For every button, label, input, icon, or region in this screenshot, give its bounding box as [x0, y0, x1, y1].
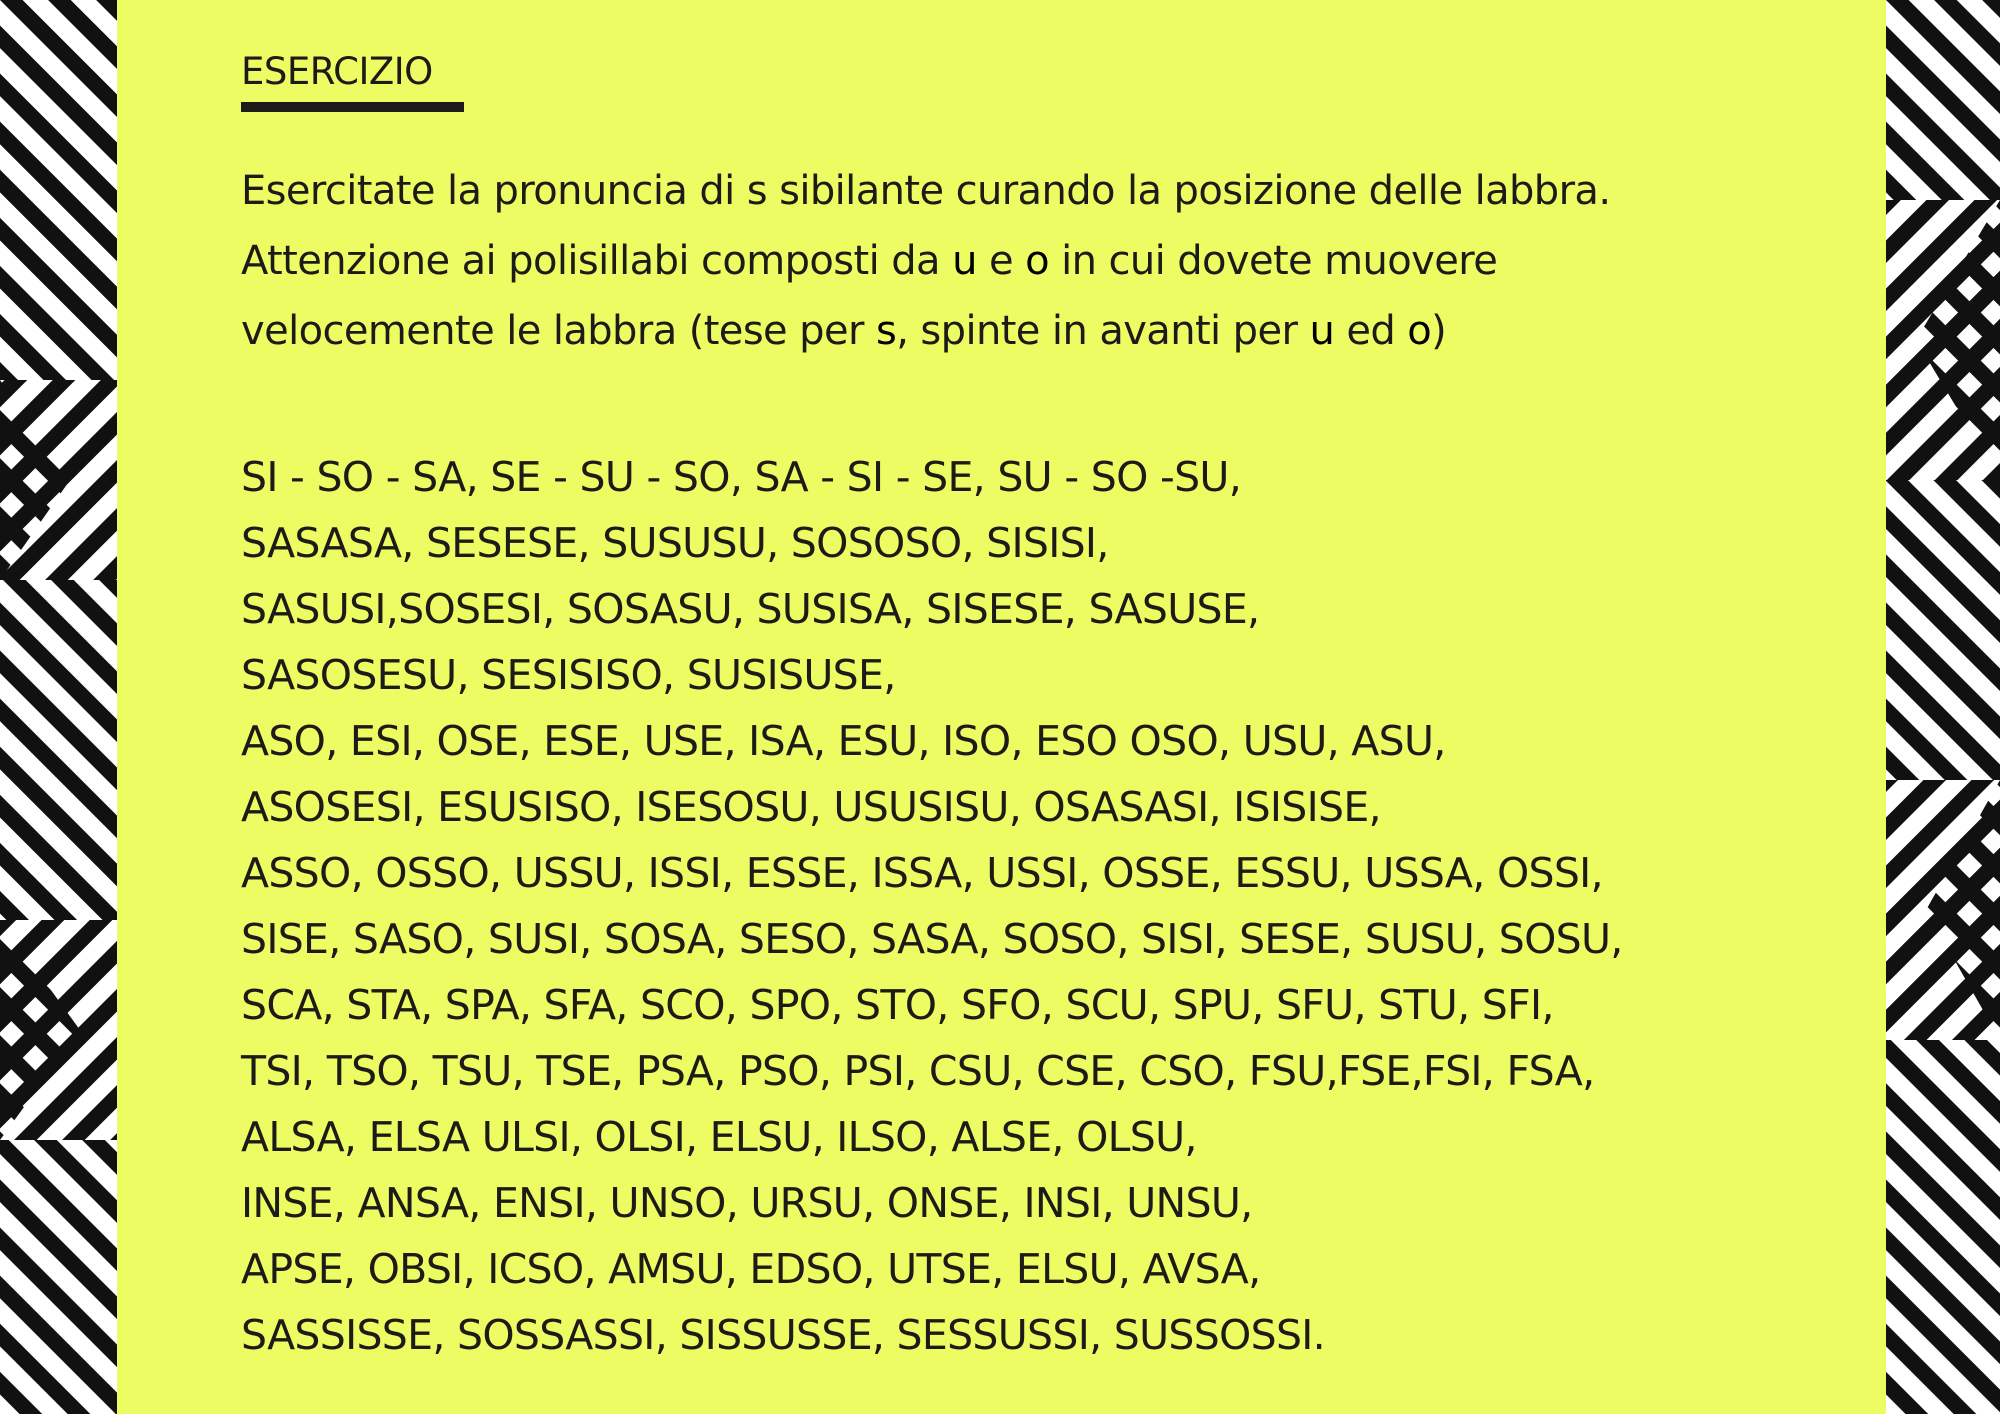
exercise-content	[241, 44, 1801, 1368]
syllable-line: SI - SO - SA, SE - SU - SO, SA - SI - SE, SU - SO -SU,	[241, 453, 1242, 501]
emphasis-letter: u	[1309, 308, 1335, 354]
exercise-heading: ESERCIZIO	[241, 50, 433, 93]
syllable-line: ASSO, OSSO, USSU, ISSI, ESSE, ISSA, USSI, OSSE, ESSU, USSA, OSSI,	[241, 849, 1603, 897]
syllable-line: SASSISSE, SOSSASSI, SISSUSSE, SESSUSSI, SUSSOSSI.	[241, 1311, 1325, 1359]
instruction-text: , spinte in avanti per	[896, 308, 1310, 354]
heading-underline	[241, 102, 464, 112]
syllable-line: ALSA, ELSA ULSI, OLSI, ELSU, ILSO, ALSE, OLSU,	[241, 1113, 1197, 1161]
emphasis-letter: o	[1407, 308, 1432, 354]
instruction-line-1: Esercitate la pronuncia di s sibilante curando la posizione delle labbra.	[241, 168, 1611, 214]
syllable-list	[241, 444, 1801, 1368]
syllable-line: SASASA, SESESE, SUSUSU, SOSOSO, SISISI,	[241, 519, 1109, 567]
instruction-text: e	[976, 238, 1026, 284]
syllable-line: SCA, STA, SPA, SFA, SCO, SPO, STO, SFO, SCU, SPU, SFU, STU, SFI,	[241, 981, 1554, 1029]
right-stripe-decoration	[1886, 0, 2000, 1414]
emphasis-letter: o	[1025, 238, 1049, 284]
right-stripe-pattern	[1886, 0, 2000, 1414]
syllable-line: ASO, ESI, OSE, ESE, USE, ISA, ESU, ISO, ESO OSO, USU, ASU,	[241, 717, 1446, 765]
syllable-line: TSI, TSO, TSU, TSE, PSA, PSO, PSI, CSU, CSE, CSO, FSU,FSE,FSI, FSA,	[241, 1047, 1595, 1095]
syllable-line: INSE, ANSA, ENSI, UNSO, URSU, ONSE, INSI, UNSU,	[241, 1179, 1253, 1227]
exercise-instructions	[241, 156, 1801, 366]
syllable-line: SASUSI,SOSESI, SOSASU, SUSISA, SISESE, SASUSE,	[241, 585, 1260, 633]
instruction-text: velocemente le labbra (tese per	[241, 308, 876, 354]
syllable-line: ASOSESI, ESUSISO, ISESOSU, USUSISU, OSASASI, ISISISE,	[241, 783, 1381, 831]
left-stripe-pattern	[0, 0, 117, 1414]
instruction-text: in cui dovete muovere	[1048, 238, 1498, 284]
instruction-text: ed	[1334, 308, 1408, 354]
left-stripe-decoration	[0, 0, 117, 1414]
emphasis-letter: s	[875, 308, 897, 354]
instruction-line-3	[241, 296, 1801, 366]
syllable-line: APSE, OBSI, ICSO, AMSU, EDSO, UTSE, ELSU, AVSA,	[241, 1245, 1261, 1293]
emphasis-letter: u	[952, 238, 977, 284]
syllable-line: SISE, SASO, SUSI, SOSA, SESO, SASA, SOSO, SISI, SESE, SUSU, SOSU,	[241, 915, 1623, 963]
syllable-line: SASOSESU, SESISISO, SUSISUSE,	[241, 651, 896, 699]
yellow-content-panel	[117, 0, 1886, 1414]
instruction-line-2	[241, 226, 1801, 296]
instruction-text: Attenzione ai polisillabi composti da	[241, 238, 953, 284]
instruction-text: )	[1431, 308, 1447, 354]
